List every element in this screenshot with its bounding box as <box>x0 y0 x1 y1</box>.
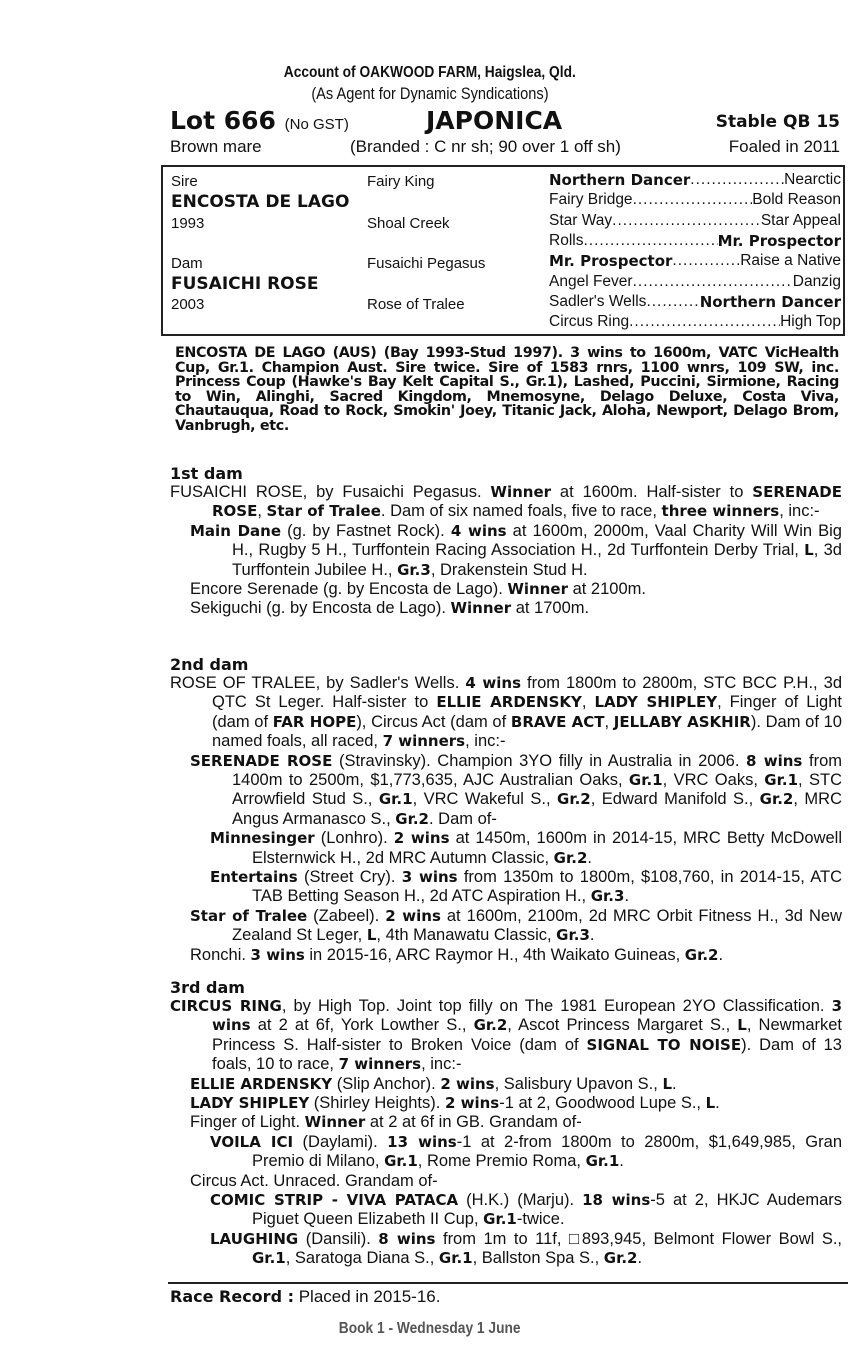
pedigree-table <box>161 165 845 336</box>
divider <box>168 1282 848 1284</box>
text: , inc:- <box>421 1055 462 1074</box>
bold-text: Gr.2 <box>684 945 719 964</box>
text: . Dam of- <box>428 809 497 828</box>
bold-text: Gr.1 <box>764 771 799 790</box>
pedigree-entry <box>170 1094 842 1113</box>
bold-text: Star of Tralee <box>190 906 308 925</box>
text: (H.K.) (Marju). <box>458 1191 583 1210</box>
text: , <box>581 693 595 712</box>
bold-text: BRAVE ACT <box>510 712 605 731</box>
bold-text: 2 wins <box>440 1074 495 1093</box>
text: FUSAICHI ROSE, by Fusaichi Pegasus. <box>170 483 491 501</box>
pedigree-ancestor-row <box>549 191 841 209</box>
bold-text: ELLIE ARDENSKY <box>436 693 582 712</box>
dam-year: 2003 <box>171 296 205 313</box>
pedigree-ancestor-row <box>549 212 841 230</box>
granddam-maternal: Rose of Tralee <box>367 296 465 313</box>
ancestor-sire: Nearctic <box>784 171 841 188</box>
text: Finger of Light. <box>190 1113 305 1132</box>
consignor: Account of OAKWOOD FARM, Haigslea, Qld. <box>283 64 577 81</box>
bold-text: 2 wins <box>393 829 450 848</box>
section-heading: 2nd dam <box>170 655 249 674</box>
bold-text: CIRCUS RING <box>170 997 282 1015</box>
text: (Dansili). <box>298 1229 379 1248</box>
bold-text: Gr.3 <box>556 926 590 945</box>
bold-text: 2 wins <box>444 1094 500 1113</box>
text: from 1400m to 2500m, $1,773,635, AJC Australian Oaks, <box>232 751 843 790</box>
text: , Drakenstein Stud H. <box>430 560 588 579</box>
text: in 2015-16, ARC Raymor H., 4th Waikato Guineas, <box>304 945 685 964</box>
pedigree-entry <box>170 946 842 965</box>
text: , Finger of Light (dam of <box>212 693 842 731</box>
text: , Newmarket Princess S. Half-sister to Broken Voice (dam of <box>212 1016 842 1054</box>
leader-dots <box>612 212 761 230</box>
bold-text: Gr.2 <box>553 848 588 867</box>
text: (Stravinsky). Champion 3YO filly in Australia in 2006. <box>332 751 747 770</box>
text: , by High Top. Joint top filly on The 1981 European 2YO Classification. <box>281 997 832 1015</box>
ancestor-sire: Northern Dancer <box>699 292 841 311</box>
ancestor-name: Sadler's Wells <box>549 292 647 310</box>
bold-text: LADY SHIPLEY <box>190 1094 310 1113</box>
bold-text: Gr.2 <box>473 1016 508 1035</box>
bold-text: COMIC STRIP - VIVA PATACA <box>210 1191 459 1210</box>
pedigree-entry <box>170 868 842 907</box>
bold-text: 4 wins <box>450 521 507 540</box>
grandsire-paternal: Fairy King <box>367 173 435 190</box>
bold-text: L <box>662 1074 672 1093</box>
text: , VRC Oaks, <box>662 771 765 790</box>
pedigree-ancestor-row <box>549 313 841 331</box>
text: , STC Arrowfield Stud S., <box>232 771 842 809</box>
brand: (Branded : C nr sh; 90 over 1 off sh) <box>350 137 621 156</box>
bold-text: L <box>366 926 377 945</box>
text: , Saratoga Diana S., <box>285 1249 439 1268</box>
bold-text: 7 winners <box>338 1055 422 1074</box>
pedigree-entry <box>170 483 842 522</box>
bold-text: 3 wins <box>212 997 842 1035</box>
pedigree-ancestor-row <box>549 171 841 189</box>
sire-year: 1993 <box>171 215 205 232</box>
bold-text: L <box>804 541 814 560</box>
text: , 3d Turffontein Jubilee H., <box>232 541 842 579</box>
bold-text: Gr.3 <box>397 560 431 579</box>
bold-text: Winner <box>450 599 512 618</box>
text: (Street Cry). <box>297 868 402 887</box>
text: Circus Act. Unraced. Grandam of- <box>190 1171 438 1190</box>
text: . <box>589 926 595 945</box>
text: at 2 at 6f in GB. Grandam of- <box>365 1113 582 1132</box>
text: (Slip Anchor). <box>332 1074 441 1093</box>
pedigree-entry <box>170 674 842 752</box>
horse-details <box>170 137 840 159</box>
foaled: Foaled in 2011 <box>728 137 840 156</box>
race-record <box>170 1287 440 1307</box>
dam-label: Dam <box>171 255 203 272</box>
pedigree-ancestor-row <box>549 252 841 270</box>
bold-text: Gr.1 <box>628 771 663 790</box>
text: , Edward Manifold S., <box>590 790 760 809</box>
pedigree-entry <box>170 599 842 618</box>
pedigree-ancestor-row <box>549 232 841 250</box>
ancestor-sire: Danzig <box>792 272 841 290</box>
sire-label: Sire <box>171 173 198 190</box>
ancestor-sire: Bold Reason <box>752 191 841 209</box>
bold-text: Winner <box>490 483 552 501</box>
bold-text: Gr.2 <box>759 790 794 809</box>
bold-text: Gr.2 <box>557 790 591 809</box>
bold-text: Gr.1 <box>378 790 413 809</box>
bold-text: three winners <box>661 502 780 521</box>
bold-text: 13 wins <box>387 1132 457 1151</box>
text: , Ballston Spa S., <box>472 1249 604 1268</box>
bold-text: 7 winners <box>382 732 466 751</box>
text: , <box>257 502 267 521</box>
text: at 2 at 6f, York Lowther S., <box>250 1016 474 1035</box>
bold-text: Winner <box>304 1113 366 1132</box>
text: . <box>718 945 724 964</box>
lot-number <box>170 106 349 135</box>
text: , inc:- <box>779 502 820 521</box>
leader-dots <box>672 252 740 270</box>
text: . <box>624 887 630 906</box>
bold-text: Main Dane <box>190 521 282 540</box>
pedigree-entry <box>170 1075 842 1094</box>
dam-section <box>170 464 842 619</box>
race-record-label: Race Record : <box>170 1287 294 1306</box>
ancestor-name: Fairy Bridge <box>549 191 633 209</box>
bold-text: Gr.1 <box>252 1249 286 1268</box>
pedigree-entry <box>170 1230 842 1269</box>
bold-text: 18 wins <box>582 1191 651 1210</box>
bold-text: Entertains <box>210 868 298 887</box>
bold-text: JELLABY ASKHIR <box>613 712 751 731</box>
text: . <box>715 1094 720 1113</box>
bold-text: L <box>737 1016 747 1035</box>
text: Ronchi. <box>190 945 251 964</box>
ancestor-sire: Star Appeal <box>760 211 841 229</box>
bold-text: 8 wins <box>746 751 803 770</box>
bold-text: Gr.3 <box>590 887 625 906</box>
bold-text: 8 wins <box>378 1229 436 1248</box>
ancestor-name: Angel Fever <box>549 272 633 290</box>
text: . <box>672 1074 677 1093</box>
section-heading: 1st dam <box>170 464 243 483</box>
pedigree-entry <box>170 1172 842 1191</box>
text: , Ascot Princess Margaret S., <box>507 1016 738 1035</box>
text: , inc:- <box>465 732 506 751</box>
section-heading: 3rd dam <box>170 978 245 997</box>
pedigree-entry <box>170 997 842 1075</box>
pedigree-entry <box>170 1191 842 1230</box>
pedigree-entry <box>170 907 842 946</box>
leader-dots <box>629 313 780 331</box>
text: from 1m to 11f, □893,945, Belmont Flower Bowl S., <box>435 1229 843 1248</box>
text: at 2100m. <box>568 580 646 599</box>
bold-text: LAUGHING <box>210 1229 299 1248</box>
pedigree-entry <box>170 829 842 868</box>
bold-text: 4 wins <box>465 674 521 692</box>
text: . <box>619 1152 624 1171</box>
text: , Salisbury Upavon S., <box>494 1074 663 1093</box>
bold-text: Gr.1 <box>483 1210 517 1229</box>
bold-text: Gr.2 <box>603 1249 638 1268</box>
bold-text: Star of Tralee <box>266 502 381 521</box>
bold-text: FAR HOPE <box>272 712 357 731</box>
text: ). Dam of 13 foals, 10 to race, <box>212 1035 842 1074</box>
bold-text: VOILA ICI <box>210 1132 294 1151</box>
text: , VRC Wakeful S., <box>412 790 558 809</box>
bold-text: 3 wins <box>250 945 305 964</box>
ancestor-name: Rolls <box>549 231 584 249</box>
text: at 1600m, 2000m, Vaal Charity Will Win Big H., Rugby 5 H., Turffontein Racing Association H., 2d Turffontein Derby Trial, <box>232 521 842 560</box>
text: at 1600m, 2100m, 2d MRC Orbit Fitness H., 3d New Zealand St Leger, <box>232 906 842 945</box>
pedigree-entry <box>170 1133 842 1172</box>
ancestor-name: Mr. Prospector <box>549 252 673 271</box>
bold-text: SERENADE ROSE <box>190 751 333 770</box>
lot-header <box>170 106 840 136</box>
text: -twice. <box>516 1210 565 1229</box>
leader-dots <box>633 273 793 291</box>
colour-sex: Brown mare <box>170 137 262 156</box>
leader-dots <box>633 191 753 209</box>
bold-text: Winner <box>507 580 568 599</box>
text: (Lonhro). <box>314 829 394 848</box>
text: -1 at 2, Goodwood Lupe S., <box>499 1094 706 1113</box>
stable-number: Stable QB 15 <box>715 112 840 132</box>
ancestor-name: Circus Ring <box>549 313 630 331</box>
text: (Zabeel). <box>307 906 386 925</box>
pedigree-entry <box>170 580 842 599</box>
text: . <box>637 1249 643 1268</box>
pedigree-entry <box>170 752 842 830</box>
pedigree-ancestor-row <box>549 293 841 311</box>
ancestor-sire: Mr. Prospector <box>717 231 841 250</box>
text: ), Circus Act (dam of <box>356 712 511 731</box>
text: -1 at 2-from 1800m to 2800m, $1,649,985, Gran Premio di Milano, <box>252 1132 842 1171</box>
text: (g. by Fastnet Rock). <box>281 521 451 540</box>
text: . <box>587 848 592 867</box>
agent-line: (As Agent for Dynamic Syndications) <box>311 84 549 103</box>
text: Sekiguchi (g. by Encosta de Lago). <box>190 599 451 618</box>
bold-text: 3 wins <box>401 868 458 887</box>
bold-text: Gr.2 <box>395 809 429 828</box>
dam-name: FUSAICHI ROSE <box>171 274 319 294</box>
bold-text: Gr.1 <box>585 1152 620 1171</box>
text: from 1800m to 2800m, STC BCC P.H., 3d QTC St Leger. Half-sister to <box>212 674 842 712</box>
gst-note: (No GST) <box>284 116 349 133</box>
page-footer: Book 1 - Wednesday 1 June <box>339 1320 521 1337</box>
grandsire-maternal: Fusaichi Pegasus <box>367 255 486 272</box>
text: , MRC Angus Armanasco S., <box>232 790 842 828</box>
bold-text: SERENADE ROSE <box>212 483 842 521</box>
ancestor-sire: Raise a Native <box>740 252 841 270</box>
text: ). Dam of 10 named foals, all raced, <box>212 712 842 751</box>
text: , 4th Manawatu Classic, <box>376 926 557 945</box>
race-record-value: Placed in 2015-16. <box>293 1287 441 1306</box>
pedigree-entry <box>170 1113 842 1132</box>
text: . Dam of six named foals, five to race, <box>380 502 662 521</box>
pedigree-entry <box>170 522 842 580</box>
bold-text: 2 wins <box>385 906 441 925</box>
leader-dots <box>646 293 699 311</box>
leader-dots <box>583 232 717 250</box>
text: , <box>604 712 614 731</box>
text: (Daylami). <box>293 1132 388 1151</box>
sire-summary: ENCOSTA DE LAGO (AUS) (Bay 1993-Stud 1997). 3 wins to 1600m, VATC VicHealth Cup, Gr.1. Champion Aust. Sire twice. Sire of 1583 rnrs, 1100 wnrs, 109 SW, inc. Princess Coup (Hawke's Bay Kelt Capital S., Gr.1), Lashed, Puccini, Sirmione, Racing to Win, Alinghi, Sacred Kingdom, Mnemosyne, Delago Deluxe, Costa Viva, Chautauqua, Road to Rock, Smokin' Joey, Titanic Jack, Aloha, Newport, Delago Brom, Vanbrugh, etc. <box>175 345 839 434</box>
text: , Rome Premio Roma, <box>417 1152 586 1171</box>
lot-label: Lot 666 <box>170 106 276 135</box>
text: at 1600m. Half-sister to <box>551 483 753 501</box>
dam-section <box>170 655 842 965</box>
bold-text: Gr.1 <box>438 1249 473 1268</box>
text: ROSE OF TRALEE, by Sadler's Wells. <box>170 674 466 692</box>
ancestor-name: Northern Dancer <box>549 171 691 189</box>
ancestor-name: Star Way <box>549 211 613 229</box>
text: at 1700m. <box>511 599 590 618</box>
leader-dots <box>690 171 784 189</box>
bold-text: LADY SHIPLEY <box>594 693 718 712</box>
dam-section <box>170 978 842 1269</box>
ancestor-sire: High Top <box>780 313 841 331</box>
bold-text: ELLIE ARDENSKY <box>190 1074 333 1093</box>
sire-name: ENCOSTA DE LAGO <box>171 192 350 212</box>
bold-text: Gr.1 <box>384 1152 418 1171</box>
horse-name: JAPONICA <box>426 106 563 135</box>
text: from 1350m to 1800m, $108,760, in 2014-15, ATC TAB Betting Season H., 2d ATC Aspiration H., <box>252 868 842 906</box>
bold-text: SIGNAL TO NOISE <box>586 1035 742 1054</box>
bold-text: Minnesinger <box>210 829 315 848</box>
text: at 1450m, 1600m in 2014-15, MRC Betty McDowell Elsternwick H., 2d MRC Autumn Classic, <box>252 829 843 867</box>
text: Encore Serenade (g. by Encosta de Lago). <box>190 580 508 599</box>
bold-text: L <box>705 1094 716 1113</box>
pedigree-ancestor-row <box>549 273 841 291</box>
text: (Shirley Heights). <box>309 1094 445 1113</box>
text: -5 at 2, HKJC Audemars Piguet Queen Elizabeth II Cup, <box>252 1191 842 1229</box>
granddam-paternal: Shoal Creek <box>367 215 450 232</box>
